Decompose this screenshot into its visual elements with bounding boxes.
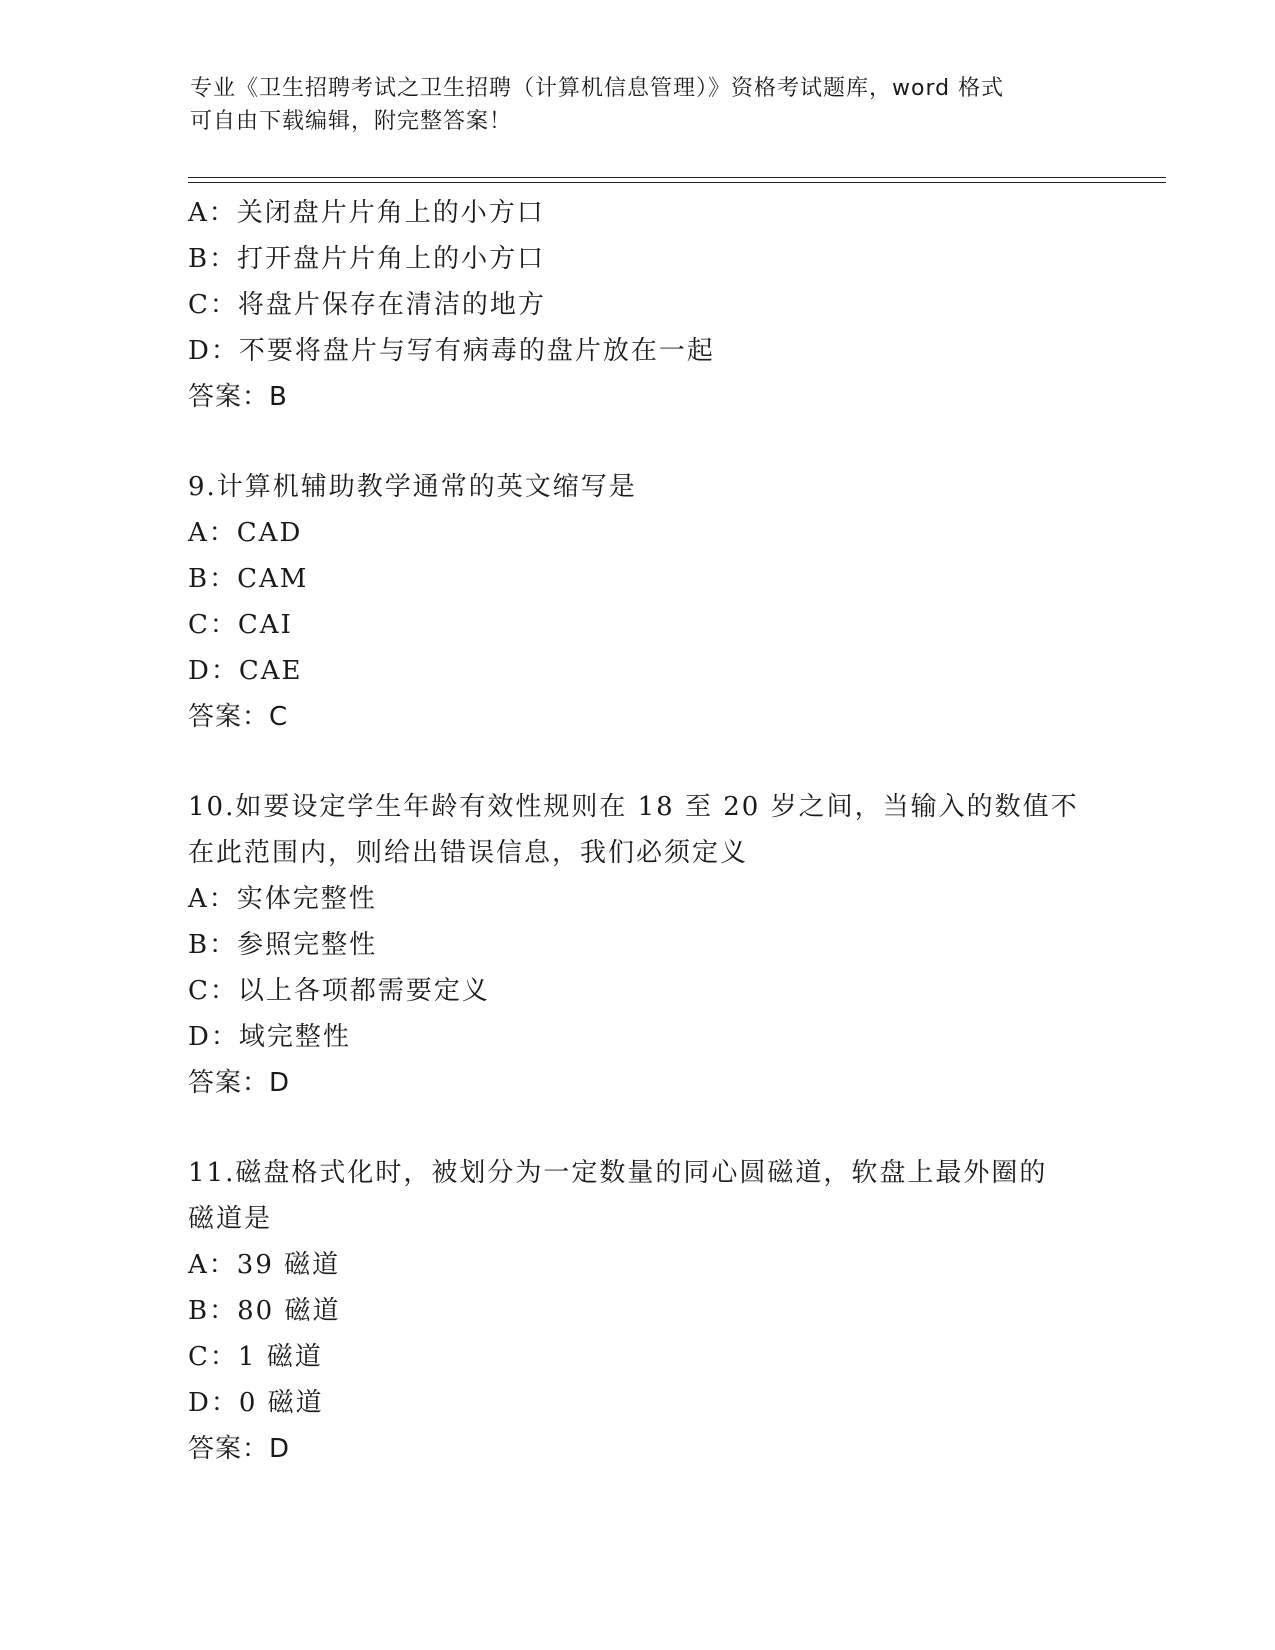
option-c: C：1 磁道 (188, 1342, 323, 1372)
option-c: C：将盘片保存在清洁的地方 (188, 290, 546, 320)
question-list (188, 190, 1088, 1472)
answer-key: 答案：D (188, 1434, 291, 1464)
option-d: D：0 磁道 (188, 1388, 324, 1418)
option-b: B：参照完整性 (188, 930, 378, 960)
header-divider-bottom (188, 182, 1166, 183)
option-d: D：不要将盘片与写有病毒的盘片放在一起 (188, 336, 715, 366)
question-stem-line-2: 在此范围内，则给出错误信息，我们必须定义 (188, 838, 749, 868)
question-stem-line-2: 磁道是 (188, 1204, 273, 1234)
option-b: B：打开盘片片角上的小方口 (188, 244, 546, 274)
option-c: C：CAI (188, 610, 293, 640)
header-line-1: 专业《卫生招聘考试之卫生招聘（计算机信息管理）》资格考试题库，word 格式 (190, 76, 1005, 101)
option-d: D：CAE (188, 656, 303, 686)
option-a: A：实体完整性 (188, 884, 377, 914)
header-line-2: 可自由下载编辑，附完整答案！ (190, 109, 513, 134)
option-b: B：CAM (188, 564, 309, 594)
question-stem-line-1: 10.如要设定学生年龄有效性规则在 18 至 20 岁之间，当输入的数值不 (188, 792, 1079, 822)
option-b: B：80 磁道 (188, 1296, 341, 1326)
answer-key: 答案：D (188, 1068, 291, 1098)
question-9 (188, 464, 1088, 740)
option-c: C：以上各项都需要定义 (188, 976, 490, 1006)
document-header (190, 72, 1070, 138)
answer-key: 答案：B (188, 382, 288, 412)
question-11 (188, 1150, 1088, 1472)
option-a: A：CAD (188, 518, 303, 548)
header-divider-top (188, 177, 1166, 178)
option-d: D：域完整性 (188, 1022, 351, 1052)
option-a: A：关闭盘片片角上的小方口 (188, 198, 545, 228)
question-stem: 9.计算机辅助教学通常的英文缩写是 (188, 472, 637, 502)
question-8-partial (188, 190, 1088, 420)
question-stem-line-1: 11.磁盘格式化时，被划分为一定数量的同心圆磁道，软盘上最外圈的 (188, 1158, 1048, 1188)
option-a: A：39 磁道 (188, 1250, 341, 1280)
answer-key: 答案：C (188, 702, 289, 732)
question-10 (188, 784, 1088, 1106)
